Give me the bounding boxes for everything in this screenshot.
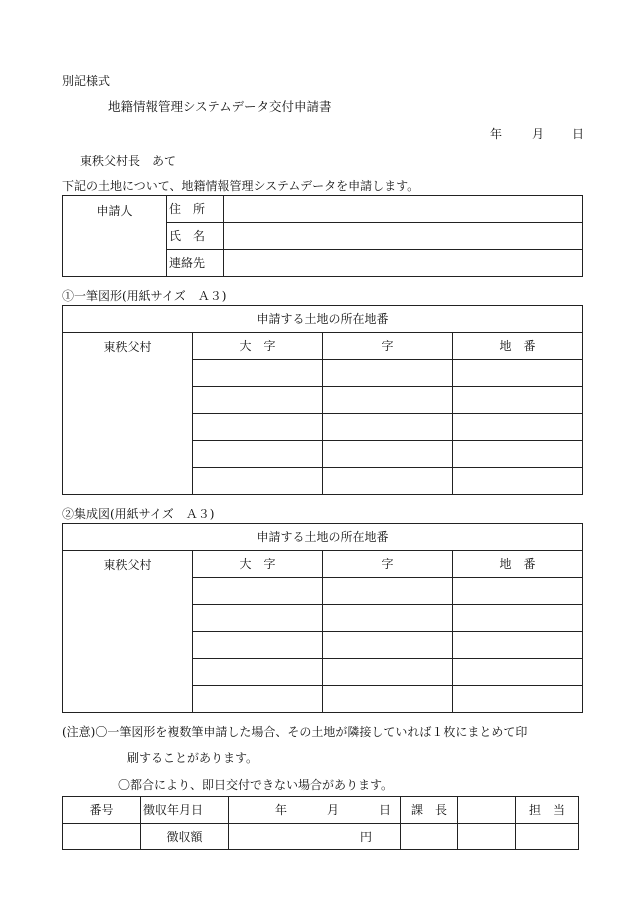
chief-seal-field-3[interactable] [458, 824, 516, 850]
section2-heading: ②集成図(用紙サイズ Ａ３) [62, 507, 215, 521]
aza-field[interactable] [323, 632, 453, 659]
note-line-1: (注意)〇一筆図形を複数筆申請した場合、その土地が隣接していれば１枚にまとめて印 [62, 725, 528, 739]
oaza-field[interactable] [193, 468, 323, 495]
chiban-field[interactable] [453, 441, 583, 468]
chiban-field[interactable] [453, 659, 583, 686]
applicant-contact-label: 連絡先 [167, 250, 224, 277]
chiban-field[interactable] [453, 468, 583, 495]
oaza-field[interactable] [193, 441, 323, 468]
chiban-field[interactable] [453, 686, 583, 713]
chiban-field[interactable] [453, 578, 583, 605]
collect-date-field[interactable] [229, 797, 401, 824]
note-line-3: 〇都合により、即日交付できない場合があります。 [118, 778, 394, 792]
aza-field[interactable] [323, 441, 453, 468]
section1-header-oaza: 大 字 [193, 333, 323, 360]
number-label: 番号 [63, 797, 141, 824]
aza-field[interactable] [323, 360, 453, 387]
section1-header-chiban: 地 番 [453, 333, 583, 360]
number-field[interactable] [63, 824, 141, 850]
collect-day: 日 [379, 803, 392, 817]
section2-village: 東秩父村 [63, 551, 193, 713]
applicant-name-label: 氏 名 [167, 223, 224, 250]
oaza-field[interactable] [193, 578, 323, 605]
chiban-field[interactable] [453, 632, 583, 659]
collect-date-label: 徴収年月日 [141, 797, 229, 824]
staff-seal-field[interactable] [516, 824, 579, 850]
date-year: 年 [490, 127, 503, 141]
chief-seal-field-2[interactable] [401, 824, 458, 850]
form-label: 別記様式 [62, 74, 111, 88]
amount-label: 徴収額 [141, 824, 229, 850]
chief-seal-field[interactable] [458, 797, 516, 824]
oaza-field[interactable] [193, 360, 323, 387]
aza-field[interactable] [323, 578, 453, 605]
oaza-field[interactable] [193, 686, 323, 713]
collect-month: 月 [327, 803, 340, 817]
oaza-field[interactable] [193, 605, 323, 632]
applicant-label: 申請人 [63, 196, 167, 277]
aza-field[interactable] [323, 605, 453, 632]
date-month: 月 [532, 127, 545, 141]
oaza-field[interactable] [193, 659, 323, 686]
section1-header-aza: 字 [323, 333, 453, 360]
addressee: 東秩父村長 あて [80, 154, 177, 168]
chief-label: 課 長 [401, 797, 458, 824]
collect-year: 年 [275, 803, 288, 817]
applicant-address-field[interactable] [224, 196, 583, 223]
section1-table [62, 305, 583, 495]
office-use-table [62, 796, 579, 850]
aza-field[interactable] [323, 468, 453, 495]
date-day: 日 [572, 127, 585, 141]
applicant-contact-field[interactable] [224, 250, 583, 277]
intro-text: 下記の土地について、地籍情報管理システムデータを申請します。 [62, 179, 420, 193]
section2-table [62, 523, 583, 713]
section1-heading: ①一筆図形(用紙サイズ Ａ３) [62, 289, 227, 303]
aza-field[interactable] [323, 414, 453, 441]
yen-unit: 円 [359, 829, 372, 844]
section2-header-aza: 字 [323, 551, 453, 578]
aza-field[interactable] [323, 686, 453, 713]
staff-label: 担 当 [516, 797, 579, 824]
section1-table-title: 申請する土地の所在地番 [63, 306, 583, 333]
aza-field[interactable] [323, 659, 453, 686]
chiban-field[interactable] [453, 605, 583, 632]
chiban-field[interactable] [453, 414, 583, 441]
oaza-field[interactable] [193, 632, 323, 659]
applicant-table [62, 195, 583, 277]
section2-header-oaza: 大 字 [193, 551, 323, 578]
note-line-2: 刷することがあります。 [127, 751, 259, 765]
applicant-address-label: 住 所 [167, 196, 224, 223]
oaza-field[interactable] [193, 414, 323, 441]
page-title: 地籍情報管理システムデータ交付申請書 [108, 99, 332, 114]
chiban-field[interactable] [453, 360, 583, 387]
section2-table-title: 申請する土地の所在地番 [63, 524, 583, 551]
chiban-field[interactable] [453, 387, 583, 414]
aza-field[interactable] [323, 387, 453, 414]
section2-header-chiban: 地 番 [453, 551, 583, 578]
applicant-name-field[interactable] [224, 223, 583, 250]
amount-field[interactable] [229, 824, 401, 850]
section1-village: 東秩父村 [63, 333, 193, 495]
oaza-field[interactable] [193, 387, 323, 414]
